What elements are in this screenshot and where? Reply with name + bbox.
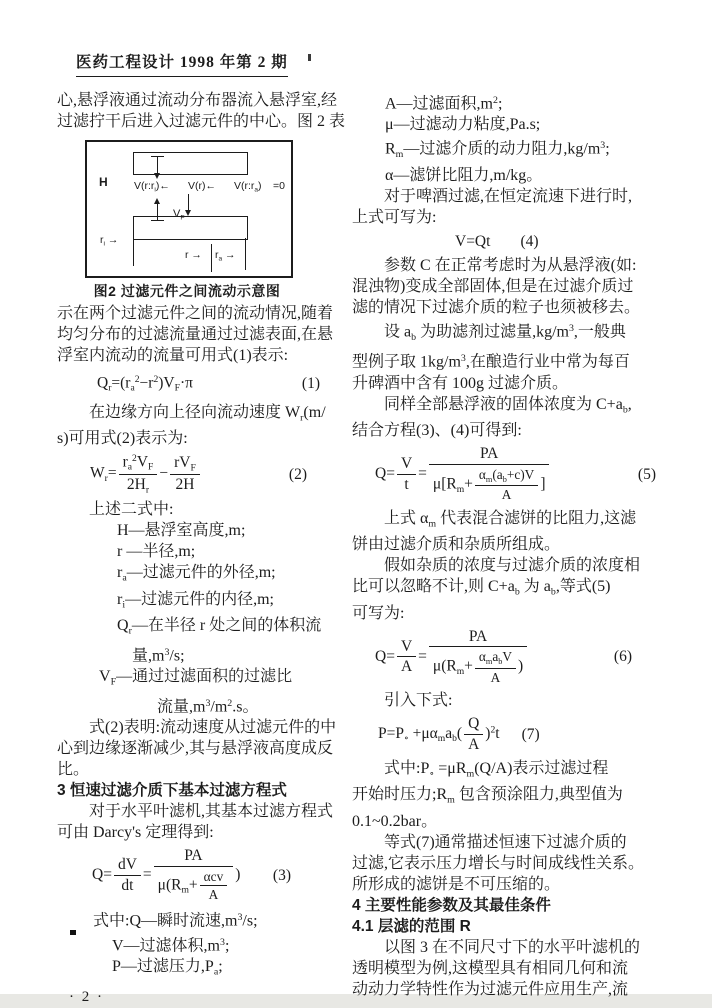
- section-heading-4-1: 4.1 层滤的范围 R: [352, 917, 471, 935]
- paragraph: [57, 717, 353, 780]
- radius-marker-line: [133, 238, 134, 266]
- paragraph: [57, 90, 353, 132]
- left-column: [57, 90, 353, 1008]
- figure-label-H: H: [99, 175, 108, 189]
- text-line: 等式(7)通常描述恒速下过滤介质的: [384, 833, 627, 851]
- vf-arrow-line: [188, 194, 189, 210]
- text-line: P—过滤压力$,P_a$;: [112, 958, 223, 978]
- text-line: 饼由过滤介质和杂质所组成。: [352, 536, 561, 554]
- text-line: 示在两个过滤元件之间的流动情况,随着: [57, 305, 334, 322]
- text-line: 对于水平叶滤机,其基本过滤方程式: [89, 802, 334, 820]
- text-line: 比可以忽略不计,则 $C+a_b$ 为 $a_b$,等式(5): [352, 578, 611, 598]
- text-line: 对于啤酒过滤,在恒定流速下进行时,: [384, 188, 633, 206]
- paragraph: [352, 758, 660, 832]
- text-line: 心到边缘逐渐减少,其与悬浮液高度成反: [57, 739, 334, 757]
- figure-label-zero: =0: [273, 180, 285, 192]
- paragraph: [352, 690, 660, 711]
- equation-body: $W_r=$ $\frac{r_a^2V_F}{2H_r}$ − $\frac{rV_F}{2H}$: [90, 452, 202, 496]
- equation-number: (7): [521, 726, 540, 743]
- paragraph: [352, 186, 660, 228]
- arrow-down-icon: [154, 173, 160, 179]
- text-line: 式中$:P_\circ =\mu R_m(Q/A)$表示过滤过程: [384, 759, 609, 780]
- equation-1: [57, 369, 353, 399]
- scan-artifact: [308, 54, 311, 61]
- text-line: 结合方程(3)、(4)可得到:: [352, 422, 522, 440]
- figure-label-v-r: V(r)←: [188, 180, 216, 192]
- text-line: 量$,m^3/s$;: [132, 646, 185, 665]
- paragraph: [352, 832, 660, 895]
- text-line: 比。: [57, 760, 90, 778]
- figure-label-r: r →: [185, 249, 202, 261]
- equation-body: $P=P_\circ +\mu\alpha_ma_b$( $\frac{Q}{A}$ )$^2$t: [378, 715, 500, 753]
- equation-number: (3): [272, 866, 291, 884]
- text-line: r —半径,m;: [117, 543, 196, 561]
- equation-number: (1): [301, 375, 320, 393]
- definition-list: [57, 520, 353, 717]
- figure-label-vf: $V_F$: [173, 208, 185, 222]
- paragraph: [352, 937, 660, 1000]
- text-line: 同样全部悬浮液的固体浓度为 $C+a_b$,: [384, 395, 632, 416]
- text-line: 升碑酒中含有 100g 过滤介质。: [352, 374, 569, 392]
- text-line: 式中:Q—瞬时流速$,m^3/s$;: [93, 912, 258, 930]
- equation-3: [57, 846, 353, 904]
- text-line: 滤的情况下过滤介质的粒子也须被移去。: [352, 299, 641, 317]
- equation-number: (6): [613, 648, 632, 666]
- paragraph: [57, 303, 353, 366]
- text-line: 心,悬浮液通过流动分布器流入悬浮室,经: [57, 92, 338, 109]
- paragraph: [57, 402, 353, 449]
- equation-7: [352, 714, 660, 755]
- text-line: 透明模型为例,这模型具有相同几何和流: [352, 959, 629, 977]
- text-line: 浮室内流动的流量可用式(1)表示:: [57, 347, 289, 364]
- equation-body: Q= $\frac{V}{A}$ = PA $\mu(R_m+$ $\frac{\alpha_ma_bV}{A}$ ): [375, 627, 529, 688]
- section-heading-3: 3 恒速过滤介质下基本过滤方程式: [57, 781, 287, 799]
- text-line: $Q_r—$在半径 r 处之间的体积流: [117, 617, 322, 637]
- text-line: H—悬浮室高度,m;: [117, 522, 246, 540]
- paragraph: [352, 555, 660, 623]
- text-line: 0.1~0.2bar。: [352, 812, 438, 830]
- equation-number: (5): [637, 465, 656, 483]
- text-line: 引入下式:: [384, 692, 453, 710]
- text-line: $r_i—$过滤元件的内径,m;: [117, 590, 274, 611]
- equation-number: (4): [520, 233, 539, 251]
- text-line: 型例子取 $1kg/m^3$,在酿造行业中常为每百: [352, 353, 630, 371]
- text-line: $V_F—$通过过滤面积的过滤比: [99, 668, 293, 688]
- figure-label-ra: $r_a$ →: [215, 249, 236, 263]
- equation-number: (2): [288, 465, 307, 483]
- text-line: 开始时压力$;R_m$ 包含预涂阻力,典型值为: [352, 786, 623, 806]
- text-line: 上式可写为:: [352, 209, 437, 227]
- dimension-line: [157, 156, 158, 173]
- page-number: · 2 ·: [69, 988, 104, 1005]
- text-line: 式(2)表明:流动速度从过滤元件的中: [89, 718, 337, 736]
- paragraph: [57, 499, 353, 520]
- figure-label-ri: $r_i$ →: [100, 234, 119, 248]
- text-line: 设 $a_b$ 为助滤剂过滤量$,kg/m^3$,一般典: [384, 323, 626, 344]
- dimension-tick: [151, 220, 164, 221]
- definition-list: [352, 90, 660, 186]
- text-line: $R_m—$过滤介质的动力阻力$,kg/m^3$;: [385, 140, 610, 161]
- text-line: 可由 Darcy's 定理得到:: [57, 823, 214, 841]
- equation-6: [352, 627, 660, 688]
- figure-label-v-ra: $V(r:r_a)$: [234, 180, 262, 194]
- text-line: 在边缘方向上径向流动速度 $W_r(m/$: [89, 403, 326, 424]
- dimension-line: [157, 203, 158, 220]
- paragraph: [352, 508, 660, 555]
- text-line: 参数 C 在正常考虑时为从悬浮液(如:: [384, 257, 637, 275]
- equation-body: Q= $\frac{dV}{dt}$ = PA $\mu(R_m+$ $\frac{\text{αcv}}{A}$ ): [92, 846, 240, 904]
- text-line: 假如杂质的浓度与过滤介质的浓度相: [384, 557, 641, 575]
- text-line: 可写为:: [352, 604, 405, 622]
- right-column: [352, 90, 660, 1000]
- figure-label-v-ri: $V(r:r_i)\leftarrow$: [134, 180, 170, 194]
- radius-marker-line: [211, 244, 212, 272]
- text-line: μ—过滤动力粘度,Pa.s;: [385, 116, 541, 134]
- equation-5: [352, 444, 660, 505]
- text-line: V—过滤体积$,m^3$;: [112, 936, 230, 955]
- text-line: 上式 $\alpha_m$ 代表混合滤饼的比阻力,这滤: [384, 509, 637, 530]
- definition-list: [57, 907, 353, 982]
- arrow-down-icon: [185, 210, 191, 216]
- figure-caption: 图2 过滤元件之间流动示意图: [93, 283, 281, 299]
- paragraph: [352, 394, 660, 441]
- paragraph: [352, 255, 660, 318]
- text-line: 流量$,m^3/m^2.s$。: [157, 697, 259, 715]
- paragraph: [57, 801, 353, 843]
- text-line: 所形成的滤饼是不可压缩的。: [352, 875, 561, 893]
- paragraph: [352, 318, 660, 393]
- figure-2-diagram: [85, 140, 293, 278]
- text-line: s)可用式(2)表示为:: [57, 430, 188, 448]
- text-line: 动动力学特性作为过滤元件应用生产,流: [352, 980, 629, 998]
- text-line: 上述二式中:: [89, 501, 174, 519]
- equation-body: $Q_r=(r_a^2-r^2)V_F\cdot\pi$: [97, 374, 193, 394]
- equation-2: [57, 452, 353, 496]
- text-line: 均匀分布的过滤流量通过过滤表面,在悬: [57, 326, 334, 343]
- equation-4: [352, 231, 660, 252]
- text-line: $r_a—$过滤元件的外径,m;: [117, 564, 276, 584]
- text-line: 过滤,它表示压力增长与时间成线性关系。: [352, 854, 645, 872]
- text-line: A—过滤面积$,m^2$;: [385, 95, 503, 113]
- figure-2: [85, 140, 293, 301]
- section-heading-4: 4 主要性能参数及其最佳条件: [352, 896, 551, 914]
- radius-marker-line: [245, 238, 246, 270]
- text-line: 以图 3 在不同尺寸下的水平叶滤机的: [384, 938, 641, 956]
- text-line: 过滤拧干后进入过滤元件的中心。图 2 表: [57, 113, 346, 130]
- text-line: α—滤饼比阻力,m/kg。: [385, 167, 543, 185]
- equation-body: Q= $\frac{V}{t}$ = PA $\mu[R_m+$ $\frac{\alpha_m(a_b+c)V}{A}$ ]: [375, 444, 551, 505]
- text-line: 混浊物)变成全部固体,但是在过滤介质过: [352, 278, 634, 296]
- equation-body: V=Qt: [455, 233, 491, 251]
- journal-header: 医药工程设计 1998 年第 2 期: [76, 50, 288, 77]
